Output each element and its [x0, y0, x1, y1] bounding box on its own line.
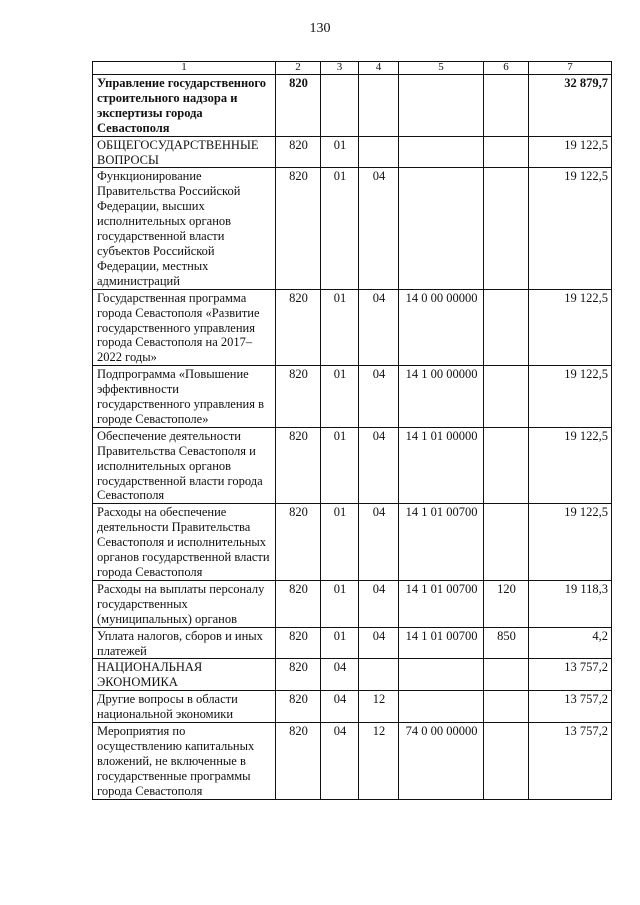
row-amount: 13 757,2: [529, 691, 612, 723]
row-name: Мероприятия по осуществлению капитальных вложений, не включенные в государственные программы города Севастополя: [93, 723, 276, 800]
row-code-2: 820: [276, 580, 321, 627]
row-code-3: 04: [321, 723, 359, 800]
header-cell-3: 3: [321, 62, 359, 75]
row-name: Функционирование Правительства Российской Федерации, высших исполнительных органов государственной власти субъектов Российской Федерации, местных администраций: [93, 168, 276, 289]
table-row: [93, 504, 612, 581]
row-amount: 19 122,5: [529, 136, 612, 168]
header-cell-7: 7: [529, 62, 612, 75]
row-code-4: 04: [359, 580, 399, 627]
row-code-5: 74 0 00 00000: [399, 723, 484, 800]
row-code-5: 14 1 00 00000: [399, 366, 484, 428]
row-amount: 19 118,3: [529, 580, 612, 627]
row-code-3: 01: [321, 168, 359, 289]
row-code-5: [399, 75, 484, 137]
table-row: [93, 627, 612, 659]
row-code-4: [359, 136, 399, 168]
table-row: [93, 168, 612, 289]
row-name: НАЦИОНАЛЬНАЯ ЭКОНОМИКА: [93, 659, 276, 691]
row-code-2: 820: [276, 75, 321, 137]
table-row: [93, 136, 612, 168]
row-code-2: 820: [276, 366, 321, 428]
row-code-2: 820: [276, 136, 321, 168]
row-code-4: 04: [359, 289, 399, 366]
row-name: Управление государственного строительного надзора и экспертизы города Севастополя: [93, 75, 276, 137]
table-row: [93, 289, 612, 366]
row-code-5: [399, 168, 484, 289]
row-code-4: [359, 659, 399, 691]
header-cell-1: 1: [93, 62, 276, 75]
row-code-2: 820: [276, 659, 321, 691]
row-name: Расходы на выплаты персоналу государственных (муниципальных) органов: [93, 580, 276, 627]
table-row: [93, 427, 612, 504]
row-code-6: [484, 136, 529, 168]
row-code-6: [484, 723, 529, 800]
row-code-6: [484, 75, 529, 137]
header-cell-2: 2: [276, 62, 321, 75]
row-code-6: [484, 427, 529, 504]
row-code-3: 01: [321, 289, 359, 366]
table-row: [93, 580, 612, 627]
row-amount: 13 757,2: [529, 723, 612, 800]
row-code-4: 04: [359, 504, 399, 581]
row-name: Государственная программа города Севастополя «Развитие государственного управления города Севастополя на 2017–2022 годы»: [93, 289, 276, 366]
row-code-3: 01: [321, 504, 359, 581]
table-row: [93, 723, 612, 800]
row-code-3: 01: [321, 580, 359, 627]
row-code-6: [484, 289, 529, 366]
row-amount: 19 122,5: [529, 289, 612, 366]
row-name: Уплата налогов, сборов и иных платежей: [93, 627, 276, 659]
row-code-4: 04: [359, 168, 399, 289]
row-name: ОБЩЕГОСУДАРСТВЕННЫЕ ВОПРОСЫ: [93, 136, 276, 168]
row-code-3: 01: [321, 627, 359, 659]
table-header-row: [93, 62, 612, 75]
row-code-6: [484, 504, 529, 581]
row-amount: 13 757,2: [529, 659, 612, 691]
row-code-3: [321, 75, 359, 137]
table-row: [93, 75, 612, 137]
row-code-5: 14 1 01 00700: [399, 580, 484, 627]
row-code-2: 820: [276, 504, 321, 581]
row-code-5: 14 0 00 00000: [399, 289, 484, 366]
row-code-4: 04: [359, 366, 399, 428]
row-amount: 19 122,5: [529, 366, 612, 428]
row-code-5: [399, 659, 484, 691]
row-amount: 19 122,5: [529, 168, 612, 289]
row-code-4: 04: [359, 427, 399, 504]
row-code-6: [484, 659, 529, 691]
row-code-3: 04: [321, 659, 359, 691]
row-code-6: [484, 366, 529, 428]
budget-table: [92, 61, 612, 800]
row-code-5: 14 1 01 00700: [399, 504, 484, 581]
row-name: Подпрограмма «Повышение эффективности государственного управления в городе Севастополе»: [93, 366, 276, 428]
table-row: [93, 659, 612, 691]
row-code-3: 01: [321, 366, 359, 428]
row-name: Обеспечение деятельности Правительства Севастополя и исполнительных органов государственной власти города Севастополя: [93, 427, 276, 504]
row-code-4: 04: [359, 627, 399, 659]
row-code-5: 14 1 01 00000: [399, 427, 484, 504]
row-code-4: 12: [359, 723, 399, 800]
row-code-6: [484, 691, 529, 723]
row-code-2: 820: [276, 289, 321, 366]
header-cell-6: 6: [484, 62, 529, 75]
row-amount: 19 122,5: [529, 504, 612, 581]
row-code-2: 820: [276, 723, 321, 800]
header-cell-4: 4: [359, 62, 399, 75]
row-amount: 32 879,7: [529, 75, 612, 137]
row-code-3: 04: [321, 691, 359, 723]
row-code-2: 820: [276, 427, 321, 504]
row-code-4: 12: [359, 691, 399, 723]
row-code-3: 01: [321, 427, 359, 504]
row-code-6: 120: [484, 580, 529, 627]
table-row: [93, 366, 612, 428]
page-number: 130: [309, 21, 331, 36]
row-name: Расходы на обеспечение деятельности Правительства Севастополя и исполнительных органов государственной власти города Севастополя: [93, 504, 276, 581]
header-cell-5: 5: [399, 62, 484, 75]
row-code-5: 14 1 01 00700: [399, 627, 484, 659]
row-amount: 19 122,5: [529, 427, 612, 504]
row-amount: 4,2: [529, 627, 612, 659]
row-code-4: [359, 75, 399, 137]
row-code-6: [484, 168, 529, 289]
row-code-3: 01: [321, 136, 359, 168]
row-code-2: 820: [276, 691, 321, 723]
row-code-5: [399, 136, 484, 168]
row-code-6: 850: [484, 627, 529, 659]
row-code-5: [399, 691, 484, 723]
row-code-2: 820: [276, 168, 321, 289]
row-code-2: 820: [276, 627, 321, 659]
table-row: [93, 691, 612, 723]
row-name: Другие вопросы в области национальной экономики: [93, 691, 276, 723]
